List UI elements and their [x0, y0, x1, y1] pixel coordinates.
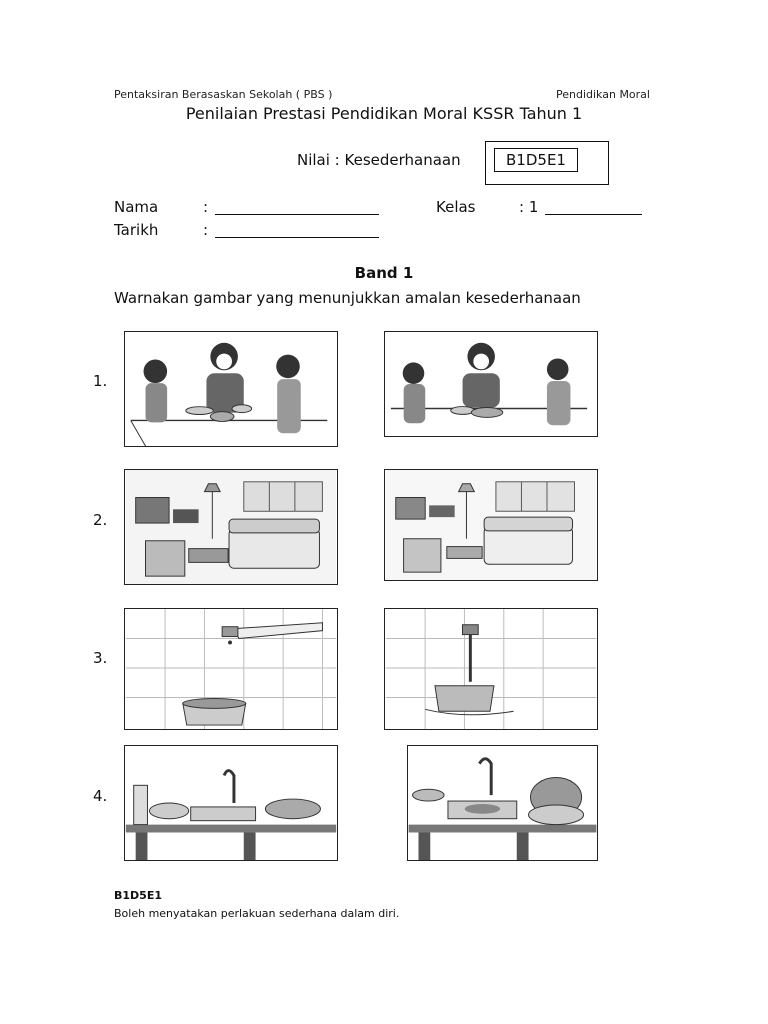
- sink-fish-dishes-illustration-icon: [408, 746, 597, 860]
- row-1-left-image[interactable]: [124, 331, 338, 447]
- kelas-field[interactable]: [545, 200, 642, 215]
- row-3-left-image[interactable]: [124, 608, 338, 730]
- row-4-right-image[interactable]: [407, 745, 598, 861]
- tarikh-label: Tarikh: [114, 221, 159, 239]
- footer-description: Boleh menyatakan perlakuan sederhana dalam diri.: [114, 907, 400, 920]
- kelas-value: : 1: [519, 198, 539, 216]
- row-1-right-image[interactable]: [384, 331, 598, 437]
- row-3-right-image[interactable]: [384, 608, 598, 730]
- nama-label: Nama: [114, 198, 159, 216]
- row-number-1: 1.: [93, 372, 108, 390]
- kitchen-sink-dishes-illustration-icon: [125, 746, 337, 860]
- living-room-simple-illustration-icon: [385, 470, 597, 580]
- code-box: [485, 141, 609, 185]
- nama-separator: :: [203, 198, 209, 216]
- row-2-right-image[interactable]: [384, 469, 598, 581]
- tarikh-separator: :: [203, 221, 209, 239]
- nama-field[interactable]: [215, 200, 379, 215]
- row-4-left-image[interactable]: [124, 745, 338, 861]
- row-number-3: 3.: [93, 649, 108, 667]
- footer-code: B1D5E1: [114, 889, 162, 902]
- row-number-4: 4.: [93, 787, 108, 805]
- page-title: Penilaian Prestasi Pendidikan Moral KSSR Tahun 1: [185, 104, 583, 123]
- row-2-left-image[interactable]: [124, 469, 338, 585]
- kelas-label: Kelas: [436, 198, 476, 216]
- header-left-text: Pentaksiran Berasaskan Sekolah ( PBS ): [114, 88, 333, 101]
- nilai-label: Nilai : Kesederhanaan: [297, 151, 461, 169]
- children-eating-illustration-icon: [125, 332, 337, 446]
- code-value: B1D5E1: [494, 148, 578, 172]
- header-right-text: Pendidikan Moral: [556, 88, 650, 101]
- tap-dripping-illustration-icon: [125, 609, 337, 729]
- instruction-text: Warnakan gambar yang menunjukkan amalan kesederhanaan: [114, 289, 581, 307]
- tarikh-field[interactable]: [215, 223, 379, 238]
- row-number-2: 2.: [93, 511, 108, 529]
- children-eating-modestly-illustration-icon: [385, 332, 597, 436]
- band-heading: Band 1: [354, 264, 414, 282]
- living-room-furnished-illustration-icon: [125, 470, 337, 584]
- tap-overflowing-illustration-icon: [385, 609, 597, 729]
